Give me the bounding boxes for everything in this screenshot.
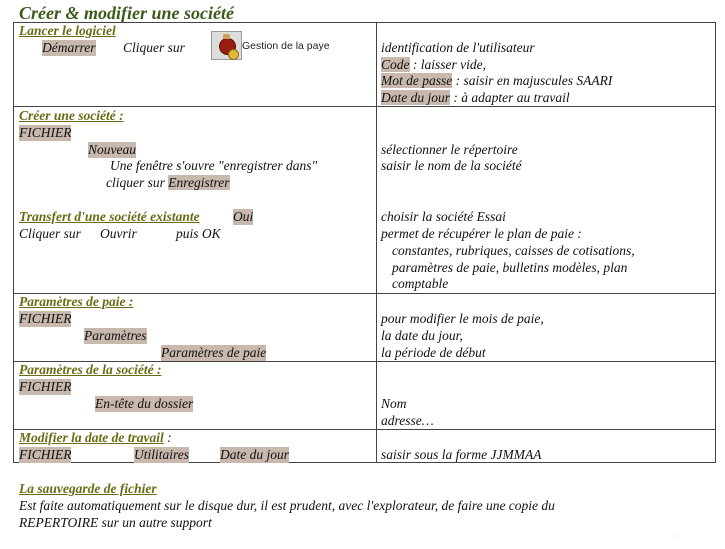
- right-text-part: : laisser vide,: [409, 57, 486, 72]
- menu-parametres-de-paie: Paramètres de paie: [161, 345, 267, 360]
- coin-icon: [228, 49, 239, 60]
- menu-fichier: FICHIER: [19, 379, 72, 394]
- field-date-du-jour: Date du jour: [381, 90, 450, 105]
- section-header-date-travail: [19, 430, 172, 446]
- page-title: Créer & modifier une société: [19, 3, 234, 23]
- menu-fichier: FICHIER: [19, 311, 72, 326]
- right-text-part: : à adapter au travail: [450, 90, 570, 105]
- right-text: Nom: [381, 396, 407, 411]
- right-text: saisir sous la forme JJMMAA: [381, 447, 542, 462]
- right-text: la période de début: [381, 345, 486, 360]
- instruction-text: Une fenêtre s'ouvre "enregistrer dans": [110, 158, 318, 173]
- section-header-sauvegarde: La sauvegarde de fichier: [19, 481, 157, 496]
- section-header-creer: Créer une société :: [19, 108, 124, 123]
- right-text: [381, 90, 570, 106]
- right-text: comptable: [392, 276, 449, 291]
- right-text: permet de récupérer le plan de paie :: [381, 226, 582, 241]
- right-text: paramètres de paie, bulletins modèles, plan: [392, 260, 628, 275]
- section-header-colon: :: [163, 430, 172, 445]
- right-text: constantes, rubriques, caisses de cotisations,: [392, 243, 635, 258]
- section-header-parametres-paie: Paramètres de paie :: [19, 294, 134, 309]
- instruction-text: Cliquer sur: [123, 40, 185, 55]
- section-header-transfert: Transfert d'une société existante: [19, 209, 200, 224]
- right-text: adresse…: [381, 413, 434, 428]
- column-divider: [376, 22, 377, 463]
- right-text: saisir le nom de la société: [381, 158, 522, 173]
- menu-nouveau: Nouveau: [88, 142, 136, 157]
- right-text: identification de l'utilisateur: [381, 40, 535, 55]
- app-button-label: Gestion de la paye: [242, 40, 330, 52]
- right-text: sélectionner le répertoire: [381, 142, 518, 157]
- instruction-text: puis OK: [176, 226, 221, 241]
- instruction-text: [106, 175, 230, 191]
- field-code: Code: [381, 57, 410, 72]
- right-text: [381, 73, 612, 89]
- menu-utilitaires: Utilitaires: [134, 447, 190, 462]
- section-header-lancer: Lancer le logiciel: [19, 23, 116, 38]
- right-text: choisir la société Essai: [381, 209, 506, 224]
- right-text: [381, 57, 486, 73]
- enregistrer-button: Enregistrer: [168, 175, 230, 190]
- right-text: pour modifier le mois de paie,: [381, 311, 544, 326]
- paragraph-line: Est faite automatiquement sur le disque dur, il est prudent, avec l'explorateur, de faire une copie du: [19, 498, 555, 513]
- right-text: la date du jour,: [381, 328, 463, 343]
- field-mot-de-passe: Mot de passe: [381, 73, 453, 88]
- instruction-text: Cliquer sur: [19, 226, 81, 241]
- instruction-text-part: cliquer sur: [106, 175, 169, 190]
- paragraph-line: REPERTOIRE sur un autre support: [19, 515, 212, 530]
- menu-entete-dossier: En-tête du dossier: [95, 396, 194, 411]
- menu-demarrer: Démarrer: [42, 40, 96, 55]
- right-text-part: : saisir en majuscules SAARI: [452, 73, 613, 88]
- section-header-parametres-societe: Paramètres de la société :: [19, 362, 162, 377]
- page-mark: · ·: [674, 532, 680, 541]
- menu-fichier: FICHIER: [19, 447, 72, 462]
- gestion-paye-button[interactable]: [211, 31, 242, 60]
- menu-fichier: FICHIER: [19, 125, 72, 140]
- ouvrir-label: Ouvrir: [100, 226, 137, 241]
- row-divider: [13, 106, 716, 107]
- menu-parametres: Paramètres: [84, 328, 147, 343]
- section-header-text: Modifier la date de travail: [19, 430, 164, 445]
- option-oui: Oui: [233, 209, 254, 224]
- menu-date-du-jour: Date du jour: [220, 447, 289, 462]
